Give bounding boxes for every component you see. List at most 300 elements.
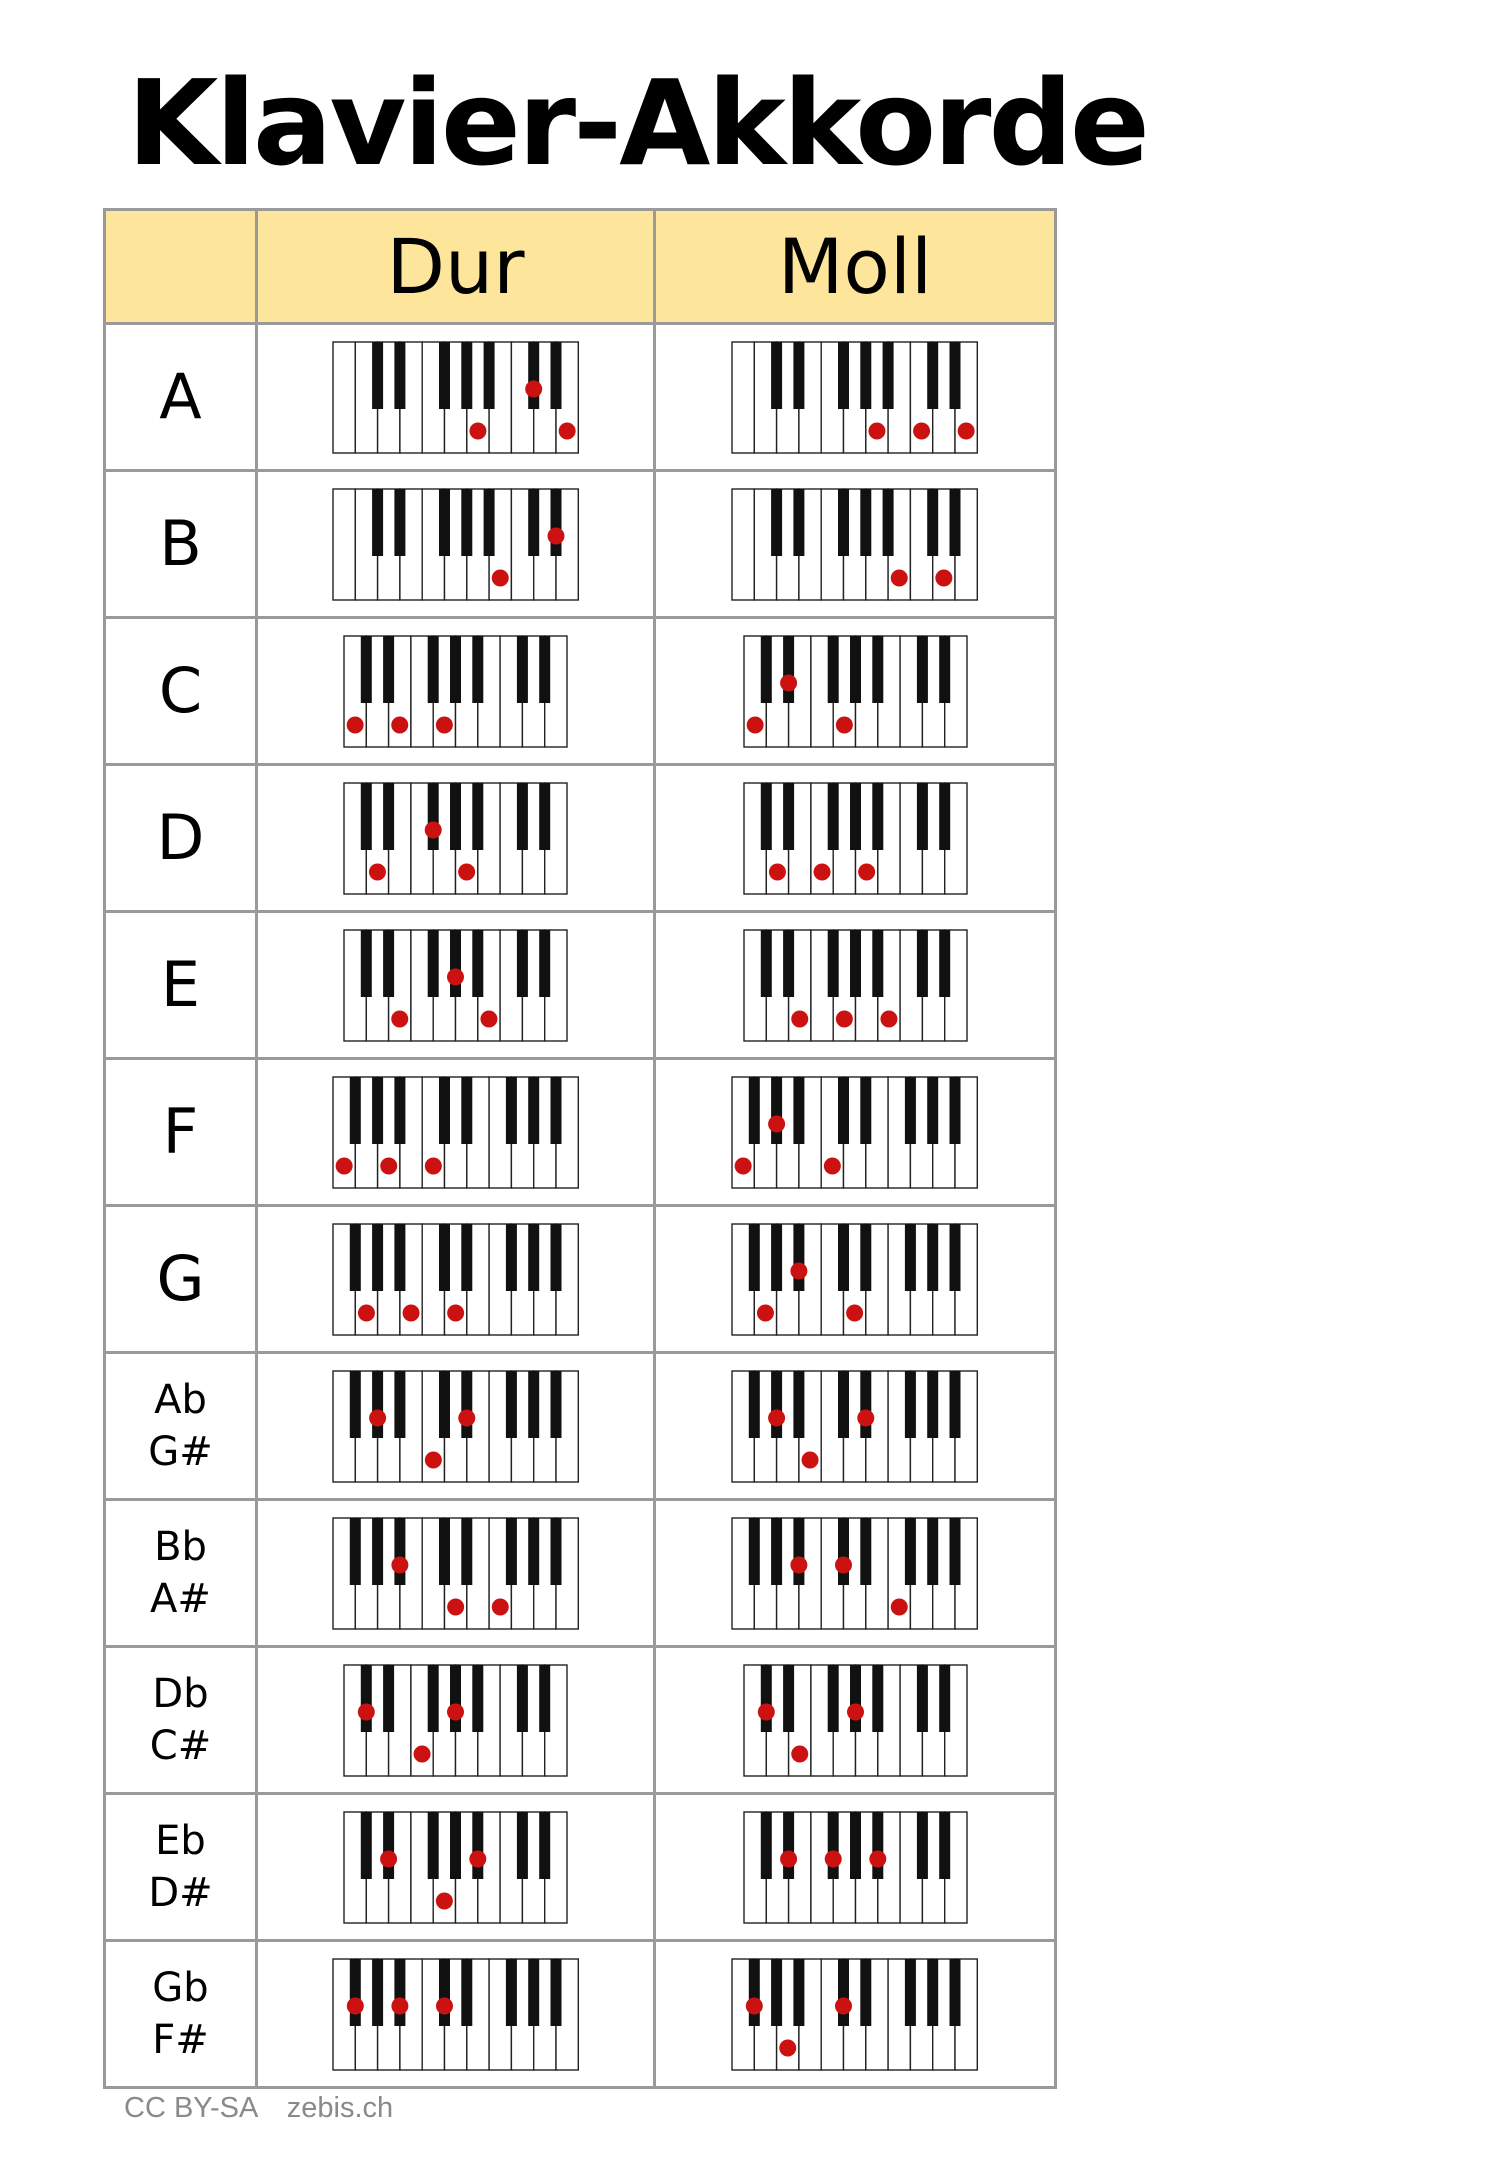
note-marker	[347, 1997, 364, 2014]
chord-name-label: Ab	[154, 1377, 207, 1423]
note-marker	[958, 422, 975, 439]
black-key	[372, 1959, 383, 2026]
chord-minor-cell	[655, 1500, 1056, 1647]
keyboard-major-11	[332, 1958, 579, 2071]
black-key	[872, 1812, 883, 1879]
chord-name	[106, 1242, 255, 1315]
header-major: Dur	[257, 210, 655, 324]
chord-name-label: F#	[152, 2017, 209, 2063]
chord-row	[105, 1206, 1056, 1353]
black-key	[517, 1812, 528, 1879]
chord-name-cell	[105, 1206, 257, 1353]
chord-minor-cell	[655, 1647, 1056, 1794]
keyboard-major-0	[332, 341, 579, 454]
black-key	[827, 636, 838, 703]
black-key	[928, 1518, 939, 1585]
black-key	[517, 930, 528, 997]
chord-minor-cell	[655, 471, 1056, 618]
chord-major-cell	[257, 1353, 655, 1500]
note-marker	[846, 1304, 863, 1321]
black-key	[794, 489, 805, 556]
header-minor: Moll	[655, 210, 1056, 324]
note-marker	[414, 1745, 431, 1762]
note-marker	[447, 968, 464, 985]
keyboard-major-8	[332, 1517, 579, 1630]
keyboard-major-6	[332, 1223, 579, 1336]
black-key	[783, 930, 794, 997]
chord-minor-cell	[655, 765, 1056, 912]
header-row	[105, 210, 1056, 324]
note-marker	[768, 1115, 785, 1132]
black-key	[749, 1959, 760, 2026]
chord-row	[105, 618, 1056, 765]
note-marker	[380, 1157, 397, 1174]
black-key	[439, 1224, 450, 1291]
black-key	[461, 1959, 472, 2026]
chord-row	[105, 1794, 1056, 1941]
chord-row	[105, 471, 1056, 618]
black-key	[383, 1665, 394, 1732]
keyboard-major-1	[332, 488, 579, 601]
black-key	[749, 1224, 760, 1291]
black-key	[950, 1077, 961, 1144]
black-key	[350, 1518, 361, 1585]
black-key	[528, 342, 539, 409]
site-label: zebis.ch	[286, 2092, 394, 2124]
black-key	[771, 489, 782, 556]
note-marker	[492, 1598, 509, 1615]
note-marker	[824, 1850, 841, 1867]
black-key	[760, 1812, 771, 1879]
chord-minor-cell	[655, 618, 1056, 765]
black-key	[850, 1812, 861, 1879]
note-marker	[402, 1304, 419, 1321]
black-key	[783, 1665, 794, 1732]
black-key	[861, 1518, 872, 1585]
chord-minor-cell	[655, 1353, 1056, 1500]
black-key	[905, 1959, 916, 2026]
black-key	[771, 1959, 782, 2026]
black-key	[539, 1665, 550, 1732]
black-key	[827, 1665, 838, 1732]
black-key	[383, 636, 394, 703]
keyboard-minor-11	[731, 1958, 978, 2071]
note-marker	[780, 2039, 797, 2056]
chord-major-cell	[257, 912, 655, 1059]
keyboard-minor-7	[731, 1370, 978, 1483]
black-key	[872, 636, 883, 703]
note-marker	[835, 716, 852, 733]
note-marker	[447, 1703, 464, 1720]
black-key	[827, 1812, 838, 1879]
chord-minor-cell	[655, 912, 1056, 1059]
chord-name-label: D	[156, 801, 205, 874]
black-key	[394, 342, 405, 409]
note-marker	[757, 1304, 774, 1321]
black-key	[428, 783, 439, 850]
black-key	[528, 1518, 539, 1585]
chord-name	[106, 1374, 255, 1478]
black-key	[905, 1224, 916, 1291]
chord-name-label: A#	[150, 1576, 211, 1622]
chord-name-cell	[105, 912, 257, 1059]
chord-minor-cell	[655, 1941, 1056, 2088]
black-key	[394, 1371, 405, 1438]
black-key	[428, 1812, 439, 1879]
black-key	[361, 1665, 372, 1732]
note-marker	[425, 821, 442, 838]
black-key	[883, 342, 894, 409]
note-marker	[425, 1451, 442, 1468]
black-key	[361, 783, 372, 850]
black-key	[794, 342, 805, 409]
black-key	[749, 1371, 760, 1438]
chord-row	[105, 1647, 1056, 1794]
black-key	[939, 1665, 950, 1732]
black-key	[838, 1959, 849, 2026]
black-key	[506, 1959, 517, 2026]
chord-minor-cell	[655, 1206, 1056, 1353]
chord-name-cell	[105, 1647, 257, 1794]
chord-major-cell	[257, 1647, 655, 1794]
chord-name-label: Gb	[152, 1965, 209, 2011]
note-marker	[525, 380, 542, 397]
black-key	[383, 783, 394, 850]
black-key	[450, 1665, 461, 1732]
chord-name-label: Db	[152, 1671, 209, 1717]
black-key	[472, 1665, 483, 1732]
black-key	[428, 930, 439, 997]
black-key	[794, 1224, 805, 1291]
black-key	[372, 1518, 383, 1585]
note-marker	[768, 863, 785, 880]
note-marker	[436, 1892, 453, 1909]
chord-row	[105, 912, 1056, 1059]
chord-major-cell	[257, 1059, 655, 1206]
chord-name-label: G	[156, 1242, 205, 1315]
chord-major-cell	[257, 1206, 655, 1353]
note-marker	[869, 1850, 886, 1867]
black-key	[450, 930, 461, 997]
chord-name-label: C#	[149, 1723, 212, 1769]
chord-rows	[105, 324, 1056, 2088]
black-key	[550, 1371, 561, 1438]
black-key	[872, 930, 883, 997]
chord-name	[106, 1095, 255, 1168]
black-key	[916, 1665, 927, 1732]
chord-name-cell	[105, 1941, 257, 2088]
note-marker	[791, 1010, 808, 1027]
chord-name-label: D#	[148, 1870, 213, 1916]
keyboard-minor-2	[743, 635, 968, 748]
black-key	[916, 783, 927, 850]
white-key	[333, 342, 355, 453]
black-key	[928, 342, 939, 409]
chord-name-cell	[105, 1059, 257, 1206]
black-key	[794, 1959, 805, 2026]
note-marker	[780, 674, 797, 691]
note-marker	[746, 716, 763, 733]
black-key	[827, 930, 838, 997]
note-marker	[458, 863, 475, 880]
note-marker	[835, 1556, 852, 1573]
keyboard-minor-9	[743, 1664, 968, 1777]
black-key	[916, 636, 927, 703]
black-key	[394, 1224, 405, 1291]
black-key	[539, 930, 550, 997]
black-key	[483, 342, 494, 409]
note-marker	[458, 1409, 475, 1426]
black-key	[928, 1224, 939, 1291]
black-key	[827, 783, 838, 850]
chord-name	[106, 654, 255, 727]
black-key	[950, 1224, 961, 1291]
black-key	[794, 1077, 805, 1144]
keyboard-major-10	[343, 1811, 568, 1924]
white-key	[732, 489, 754, 600]
note-marker	[391, 1010, 408, 1027]
chord-row	[105, 1059, 1056, 1206]
chord-name-label: G#	[148, 1429, 213, 1475]
chord-row	[105, 1353, 1056, 1500]
black-key	[771, 1371, 782, 1438]
black-key	[928, 1371, 939, 1438]
note-marker	[891, 569, 908, 586]
note-marker	[858, 863, 875, 880]
black-key	[372, 1371, 383, 1438]
black-key	[450, 1812, 461, 1879]
note-marker	[391, 1556, 408, 1573]
page-title: Klavier-Akkorde	[127, 54, 1147, 192]
chord-name-label: Eb	[155, 1818, 206, 1864]
keyboard-major-3	[343, 782, 568, 895]
black-key	[439, 489, 450, 556]
black-key	[850, 930, 861, 997]
black-key	[861, 1371, 872, 1438]
chord-major-cell	[257, 471, 655, 618]
chord-minor-cell	[655, 324, 1056, 471]
note-marker	[757, 1703, 774, 1720]
note-marker	[791, 1262, 808, 1279]
chord-major-cell	[257, 1941, 655, 2088]
keyboard-major-2	[343, 635, 568, 748]
black-key	[517, 636, 528, 703]
chord-name-label: F	[162, 1095, 199, 1168]
black-key	[861, 1224, 872, 1291]
black-key	[472, 636, 483, 703]
black-key	[950, 1371, 961, 1438]
note-marker	[436, 1997, 453, 2014]
black-key	[394, 1077, 405, 1144]
note-marker	[768, 1409, 785, 1426]
black-key	[372, 1077, 383, 1144]
black-key	[506, 1371, 517, 1438]
black-key	[350, 1959, 361, 2026]
black-key	[783, 636, 794, 703]
black-key	[450, 783, 461, 850]
black-key	[439, 1077, 450, 1144]
note-marker	[858, 1409, 875, 1426]
black-key	[506, 1518, 517, 1585]
black-key	[461, 489, 472, 556]
chord-name-label: B	[159, 507, 202, 580]
chord-name	[106, 1521, 255, 1625]
keyboard-minor-4	[743, 929, 968, 1042]
black-key	[928, 489, 939, 556]
black-key	[905, 1077, 916, 1144]
black-key	[771, 342, 782, 409]
keyboard-minor-1	[731, 488, 978, 601]
black-key	[528, 1371, 539, 1438]
black-key	[850, 636, 861, 703]
black-key	[461, 342, 472, 409]
chord-name-cell	[105, 324, 257, 471]
black-key	[771, 1518, 782, 1585]
note-marker	[746, 1997, 763, 2014]
black-key	[749, 1518, 760, 1585]
black-key	[439, 342, 450, 409]
black-key	[439, 1371, 450, 1438]
chord-row	[105, 765, 1056, 912]
black-key	[361, 1812, 372, 1879]
chord-major-cell	[257, 1794, 655, 1941]
note-marker	[335, 1157, 352, 1174]
black-key	[928, 1077, 939, 1144]
black-key	[428, 636, 439, 703]
black-key	[872, 1665, 883, 1732]
black-key	[771, 1077, 782, 1144]
note-marker	[869, 422, 886, 439]
black-key	[472, 930, 483, 997]
note-marker	[380, 1850, 397, 1867]
black-key	[539, 636, 550, 703]
keyboard-major-9	[343, 1664, 568, 1777]
header-corner	[105, 210, 257, 324]
black-key	[383, 1812, 394, 1879]
black-key	[361, 930, 372, 997]
keyboard-major-7	[332, 1370, 579, 1483]
note-marker	[791, 1745, 808, 1762]
black-key	[905, 1518, 916, 1585]
black-key	[350, 1371, 361, 1438]
note-marker	[469, 422, 486, 439]
chord-name	[106, 360, 255, 433]
keyboard-minor-5	[731, 1076, 978, 1189]
black-key	[950, 342, 961, 409]
black-key	[372, 489, 383, 556]
chord-major-cell	[257, 1500, 655, 1647]
black-key	[916, 930, 927, 997]
black-key	[861, 489, 872, 556]
black-key	[939, 930, 950, 997]
note-marker	[492, 569, 509, 586]
black-key	[372, 1224, 383, 1291]
chord-name	[106, 801, 255, 874]
note-marker	[835, 1997, 852, 2014]
black-key	[838, 1224, 849, 1291]
note-marker	[802, 1451, 819, 1468]
note-marker	[936, 569, 953, 586]
black-key	[528, 1224, 539, 1291]
black-key	[916, 1812, 927, 1879]
black-key	[483, 489, 494, 556]
black-key	[394, 1518, 405, 1585]
black-key	[760, 930, 771, 997]
footer	[124, 2092, 393, 2125]
note-marker	[358, 1703, 375, 1720]
black-key	[517, 783, 528, 850]
chord-minor-cell	[655, 1059, 1056, 1206]
black-key	[950, 489, 961, 556]
black-key	[861, 342, 872, 409]
black-key	[928, 1959, 939, 2026]
note-marker	[735, 1157, 752, 1174]
black-key	[950, 1518, 961, 1585]
chord-name	[106, 1668, 255, 1772]
chord-row	[105, 1500, 1056, 1647]
black-key	[394, 1959, 405, 2026]
note-marker	[447, 1304, 464, 1321]
note-marker	[547, 527, 564, 544]
black-key	[439, 1959, 450, 2026]
note-marker	[835, 1010, 852, 1027]
chord-name-cell	[105, 1500, 257, 1647]
black-key	[838, 1371, 849, 1438]
chord-name-cell	[105, 618, 257, 765]
license-label: CC BY-SA	[124, 2092, 257, 2124]
white-key	[333, 489, 355, 600]
note-marker	[369, 863, 386, 880]
chord-name-label: E	[160, 948, 201, 1021]
black-key	[361, 636, 372, 703]
black-key	[472, 783, 483, 850]
chord-name-cell	[105, 471, 257, 618]
black-key	[461, 1224, 472, 1291]
chord-minor-cell	[655, 1794, 1056, 1941]
black-key	[506, 1224, 517, 1291]
note-marker	[824, 1157, 841, 1174]
black-key	[350, 1077, 361, 1144]
note-marker	[369, 1409, 386, 1426]
black-key	[539, 783, 550, 850]
chord-name	[106, 507, 255, 580]
black-key	[872, 783, 883, 850]
black-key	[550, 342, 561, 409]
chord-table	[103, 208, 1057, 2089]
black-key	[838, 489, 849, 556]
keyboard-major-5	[332, 1076, 579, 1189]
chord-name	[106, 948, 255, 1021]
chord-name-cell	[105, 765, 257, 912]
black-key	[550, 1077, 561, 1144]
keyboard-minor-6	[731, 1223, 978, 1336]
black-key	[850, 1665, 861, 1732]
black-key	[528, 1959, 539, 2026]
black-key	[771, 1224, 782, 1291]
black-key	[760, 783, 771, 850]
black-key	[528, 489, 539, 556]
black-key	[939, 636, 950, 703]
chord-name-cell	[105, 1353, 257, 1500]
chord-name-label: C	[158, 654, 203, 727]
black-key	[939, 783, 950, 850]
black-key	[838, 1077, 849, 1144]
black-key	[472, 1812, 483, 1879]
black-key	[838, 342, 849, 409]
chord-row	[105, 324, 1056, 471]
black-key	[450, 636, 461, 703]
white-key	[732, 342, 754, 453]
